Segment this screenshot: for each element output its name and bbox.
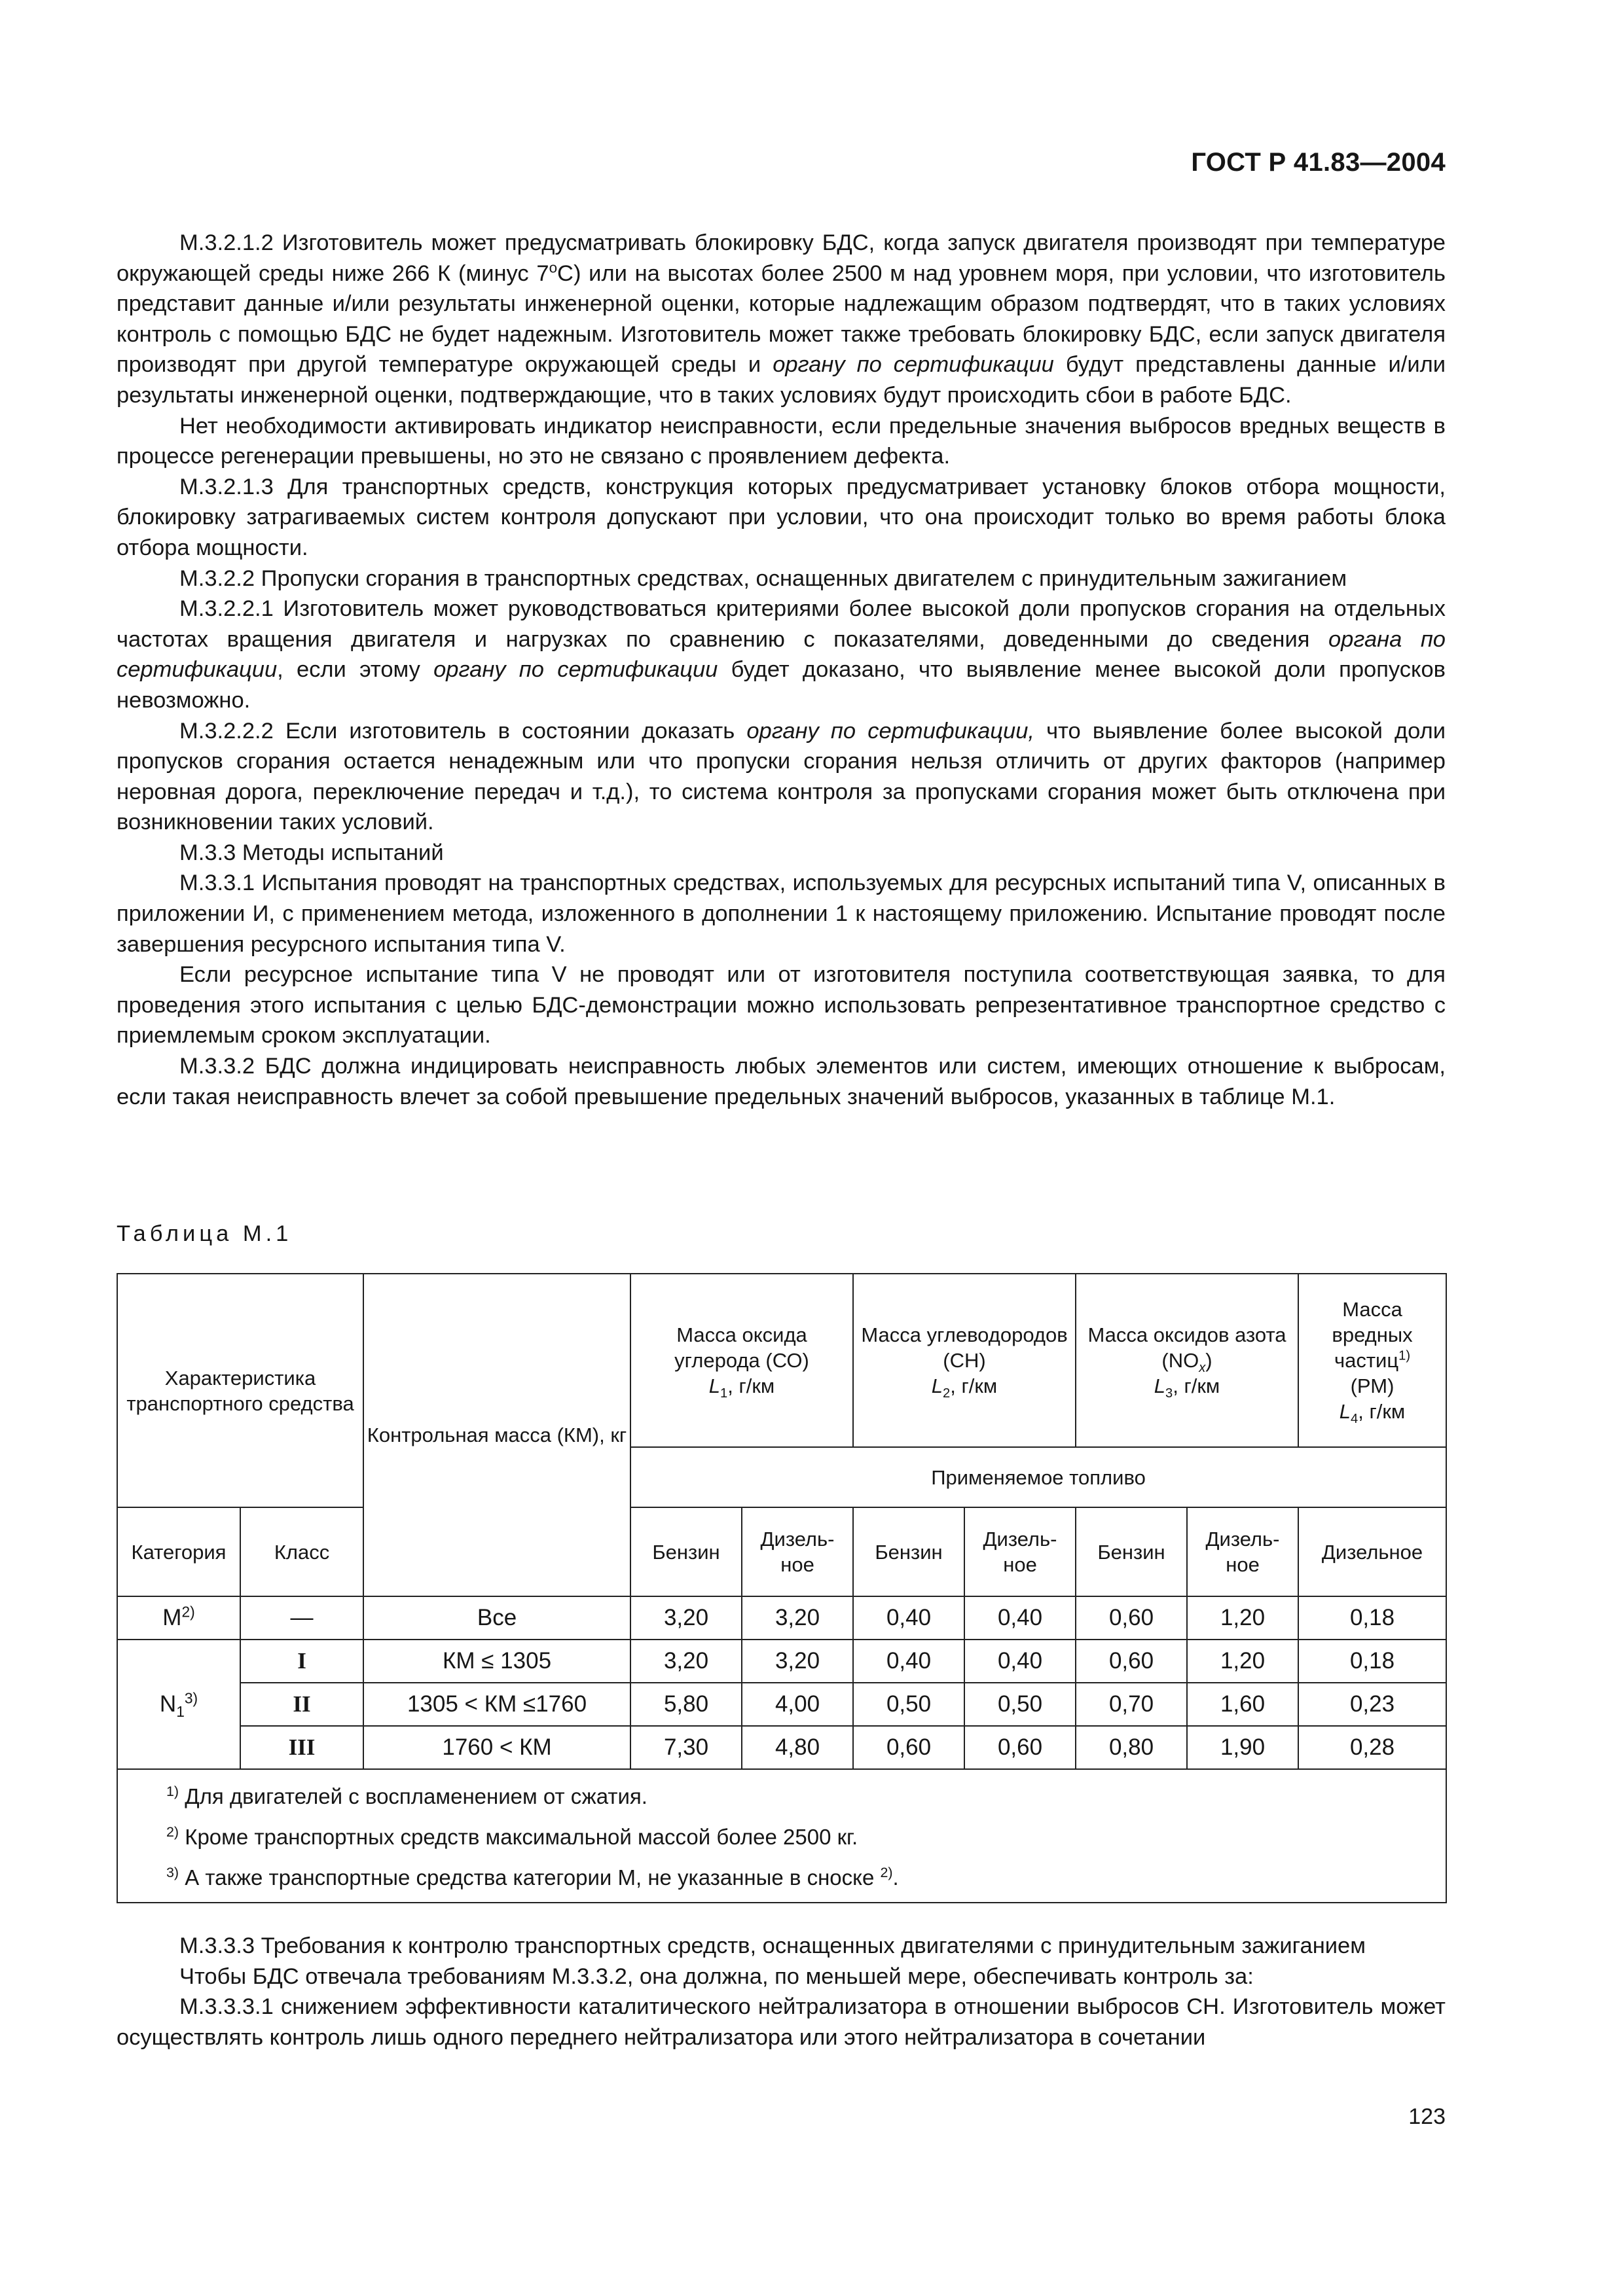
value-cell: 0,18 <box>1298 1596 1446 1640</box>
paragraph-m3331: М.3.3.3.1 снижением эффективности каталитического нейтрализатора в отношении выбросов СН. Изготовитель может осуществлять контроль лишь одного переднего нейтрализатора или этого нейтрализатора в сочетании <box>117 1994 1446 2050</box>
value-cell: 0,50 <box>853 1683 964 1726</box>
table-row <box>117 1726 1446 1769</box>
value-cell: 3,20 <box>742 1640 853 1683</box>
paragraph-indicator: Нет необходимости активировать индикатор неисправности, если предельные значения выбросов вредных веществ в процессе регенерации превышены, но это не связано с проявлением дефекта. <box>117 413 1446 469</box>
header-hc-diesel: Дизель-ное <box>964 1507 1076 1596</box>
value-cell: 0,60 <box>853 1726 964 1769</box>
table-notes <box>117 1769 1446 1903</box>
paragraph-m3222: М.3.2.2.2 Если изготовитель в состоянии доказать органу по сертификации, что выявление более высокой доли пропусков сгорания остается ненадежным или что пропуски сгорания нельзя отличить от других факторов (например неровная дорога, переключение передач и т.д.), то система контроля за пропусками сгорания может быть отключена при возникновении таких условий. <box>117 718 1446 835</box>
page-number: 123 <box>1408 2104 1446 2129</box>
header-hc-mass: Масса углеводородов (СН) $L_2$, г/км <box>853 1274 1076 1447</box>
header-co-mass: Масса оксида углерода (СО) $L_1$, г/км <box>630 1274 853 1447</box>
value-cell: 3,20 <box>630 1596 742 1640</box>
value-cell: 0,40 <box>964 1640 1076 1683</box>
table-row <box>117 1640 1446 1683</box>
value-cell: 0,60 <box>1076 1640 1187 1683</box>
mass-cell: 1760 < КМ <box>363 1726 630 1769</box>
value-cell: 0,70 <box>1076 1683 1187 1726</box>
header-pm-diesel: Дизельное <box>1298 1507 1446 1596</box>
header-pm-mass: Масса вредных частиц$^{1)}$ (РМ) $L_4$, г/км <box>1298 1274 1446 1447</box>
value-cell: 0,60 <box>1076 1596 1187 1640</box>
value-cell: 3,20 <box>630 1640 742 1683</box>
paragraph-m3212: М.3.2.1.2 Изготовитель может предусматривать блокировку БДС, когда запуск двигателя производят при температуре окружающей среды ниже 266 К (минус $7^оС$) или на высотах более 2500 м над уровнем моря, при условии, что изготовитель представит данные и/или результаты инженерной оценки, которые надлежащим образом подтвердят, что в таких условиях контроль с помощью БДС не будет надежным. Изготовитель может также требовать блокировку БДС, если запуск двигателя производят при другой температуре окружающей среды и органу по сертификации будут представлены данные и/или результаты инженерной оценки, подтверждающие, что в таких условиях будут происходить сбои в работе БДС. <box>117 230 1446 408</box>
paragraph-m3213: М.3.2.1.3 Для транспортных средств, конструкция которых предусматривает установку блоков отбора мощности, блокировку затрагиваемых систем контроля допускают при условии, что она происходит только во время работы блока отбора мощности. <box>117 474 1446 560</box>
footnote-1: $^{1)}$ Для двигателей с воспламенением от сжатия. <box>166 1784 647 1808</box>
paragraph-bds-requirements: Чтобы БДС отвечала требованиям М.3.3.2, она должна, по меньшей мере, обеспечивать контроль за: <box>179 1964 1254 1989</box>
value-cell: 1,90 <box>1187 1726 1298 1769</box>
paragraph-m333: М.3.3.3 Требования к контролю транспортных средств, оснащенных двигателями с принудительным зажиганием <box>179 1933 1366 1958</box>
paragraph-m3221: М.3.2.2.1 Изготовитель может руководствоваться критериями более высокой доли пропусков сгорания на отдельных частотах вращения двигателя и нагрузках по сравнению с показателями, доведенными до сведения органа по сертификации, если этому органу по сертификации будет доказано, что выявление менее высокой доли пропусков невозможно. <box>117 596 1446 713</box>
body-text-after-table <box>117 1931 1446 2053</box>
class-cell: I <box>240 1640 363 1683</box>
header-reference-mass: Контрольная масса (КМ), кг <box>363 1274 630 1596</box>
document-page <box>117 0 1446 2296</box>
header-nox-mass: Масса оксидов азота $(NO_x)$ $L_3$, г/км <box>1076 1274 1298 1447</box>
value-cell: 0,80 <box>1076 1726 1187 1769</box>
body-text <box>117 228 1446 1112</box>
value-cell: 4,00 <box>742 1683 853 1726</box>
class-cell: III <box>240 1726 363 1769</box>
header-vehicle-characteristic: Характеристика транспортного средства <box>117 1274 363 1507</box>
value-cell: 1,60 <box>1187 1683 1298 1726</box>
value-cell: 5,80 <box>630 1683 742 1726</box>
value-cell: 0,23 <box>1298 1683 1446 1726</box>
paragraph-m322: М.3.2.2 Пропуски сгорания в транспортных средствах, оснащенных двигателем с принудительным зажиганием <box>179 565 1347 591</box>
value-cell: 0,50 <box>964 1683 1076 1726</box>
class-cell: — <box>240 1596 363 1640</box>
paragraph-m331: М.3.3.1 Испытания проводят на транспортных средствах, используемых для ресурсных испытаний типа V, описанных в приложении И, с применением метода, изложенного в дополнении 1 к настоящему приложению. Испытание проводят после завершения ресурсного испытания типа V. <box>117 870 1446 957</box>
value-cell: 1,20 <box>1187 1640 1298 1683</box>
value-cell: 0,60 <box>964 1726 1076 1769</box>
paragraph-m33: М.3.3 Методы испытаний <box>179 840 444 865</box>
header-category: Категория <box>117 1507 240 1596</box>
paragraph-m332: М.3.3.2 БДС должна индицировать неисправность любых элементов или систем, имеющих отношение к выбросам, если такая неисправность влечет за собой превышение предельных значений выбросов, указанных в таблице М.1. <box>117 1054 1446 1109</box>
header-hc-petrol: Бензин <box>853 1507 964 1596</box>
category-cell: $М^{2)}$ <box>117 1596 240 1640</box>
value-cell: 0,40 <box>853 1640 964 1683</box>
header-nox-diesel: Дизель-ное <box>1187 1507 1298 1596</box>
value-cell: 0,28 <box>1298 1726 1446 1769</box>
value-cell: 3,20 <box>742 1596 853 1640</box>
category-cell: $N_1^{3)}$ <box>117 1640 240 1769</box>
value-cell: 7,30 <box>630 1726 742 1769</box>
mass-cell: 1305 < КМ ≤1760 <box>363 1683 630 1726</box>
value-cell: 0,40 <box>853 1596 964 1640</box>
value-cell: 1,20 <box>1187 1596 1298 1640</box>
emissions-table-wrapper <box>117 1273 1446 1903</box>
mass-cell: Все <box>363 1596 630 1640</box>
header-nox-petrol: Бензин <box>1076 1507 1187 1596</box>
header-class: Класс <box>240 1507 363 1596</box>
class-cell: II <box>240 1683 363 1726</box>
header-co-petrol: Бензин <box>630 1507 742 1596</box>
table-row <box>117 1683 1446 1726</box>
table-notes-row <box>117 1769 1446 1903</box>
footnote-3: $^{3)}$ А также транспортные средства категории М, не указанные в сноске $^{2)}$. <box>166 1865 899 1890</box>
emissions-table <box>117 1273 1447 1903</box>
header-co-diesel: Дизель-ное <box>742 1507 853 1596</box>
value-cell: 4,80 <box>742 1726 853 1769</box>
paragraph-resource-test: Если ресурсное испытание типа V не проводят или от изготовителя поступила соответствующая заявка, то для проведения этого испытания с целью БДС-демонстрации можно использовать репрезентативное транспортное средство с приемлемым сроком эксплуатации. <box>117 962 1446 1049</box>
value-cell: 0,40 <box>964 1596 1076 1640</box>
table-caption: Таблица М.1 <box>117 1221 293 1246</box>
standard-header: ГОСТ Р 41.83—2004 <box>1191 148 1446 177</box>
table-row <box>117 1596 1446 1640</box>
value-cell: 0,18 <box>1298 1640 1446 1683</box>
mass-cell: КМ ≤ 1305 <box>363 1640 630 1683</box>
header-fuel: Применяемое топливо <box>630 1447 1446 1507</box>
footnote-2: $^{2)}$ Кроме транспортных средств максимальной массой более 2500 кг. <box>166 1824 858 1849</box>
